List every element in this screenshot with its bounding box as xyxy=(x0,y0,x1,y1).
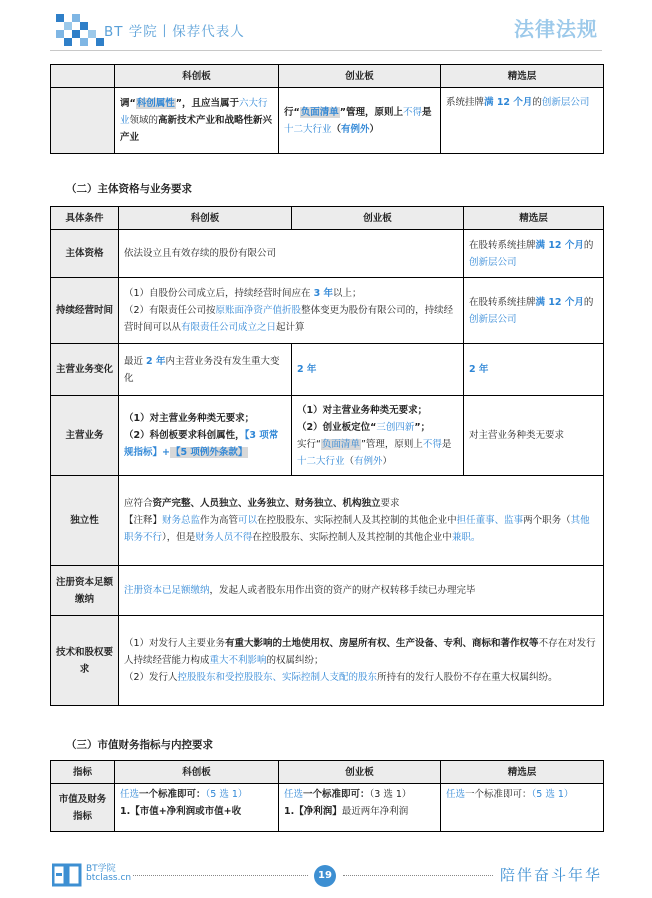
cell-jxc: 对主营业务种类无要求 xyxy=(464,396,604,476)
cell-merged: 注册资本已足额缴纳，发起人或者股东用作出资的资产的财产权转移手续已办理完毕 xyxy=(119,566,604,616)
table-header xyxy=(51,65,115,88)
row-label: 市值及财务指标 xyxy=(51,784,115,832)
table-header: 精选层 xyxy=(441,65,604,88)
footer-slogan: 陪伴奋斗年华 xyxy=(500,866,603,884)
cell-merged: 应符合资产完整、人员独立、业务独立、财务独立、机构独立要求 【注释】财务总监作为高管可以在控股股东、实际控制人及其控制的其他企业中担任董事、监事两个职务（其他职务不行），但是财务人员不得在控股股东、实际控制人及其控制的其他企业中兼职。 xyxy=(119,476,604,566)
row-label: 注册资本足额缴纳 xyxy=(51,566,119,616)
table-row xyxy=(51,784,604,832)
cell-cyb: 任选一个标准即可：（3 选 1） 1.【净利润】最近两年净利润 xyxy=(279,784,441,832)
section-title: （三）市值财务指标与内控要求 xyxy=(66,739,213,751)
brand-title: BT 学院丨保荐代表人 xyxy=(104,24,245,40)
table-header: 指标 xyxy=(51,761,115,784)
cell-kcb: 最近 2 年内主营业务没有发生重大变化 xyxy=(119,344,292,396)
row-label: 技术和股权要求 xyxy=(51,616,119,706)
table-row xyxy=(51,476,604,566)
table-header: 创业板 xyxy=(292,207,464,230)
cell-kcb: 调“科创属性”，且应当属于六大行业领域的高新技术产业和战略性新兴产业 xyxy=(115,88,279,154)
footer-divider xyxy=(343,875,493,876)
table-row xyxy=(51,616,604,706)
topic-title: 法律法规 xyxy=(514,17,598,41)
table-header: 科创板 xyxy=(119,207,292,230)
table-header: 创业板 xyxy=(279,761,441,784)
table-header: 创业板 xyxy=(279,65,441,88)
row-label: 独立性 xyxy=(51,476,119,566)
page-header xyxy=(0,0,652,50)
table-header: 具体条件 xyxy=(51,207,119,230)
footer-url: btclass.cn xyxy=(86,873,132,883)
cell-kcb: 任选一个标准即可：（5 选 1） 1.【市值+净利润或市值+收 xyxy=(115,784,279,832)
row-label: 主体资格 xyxy=(51,230,119,278)
table-header: 科创板 xyxy=(115,761,279,784)
cell-jxc: 在股转系统挂牌满 12 个月的创新层公司 xyxy=(464,230,604,278)
table-row xyxy=(51,344,604,396)
cell-kcb: （1）对主营业务种类无要求； （2）科创板要求科创属性，【3 项常规指标】+【5 项例外条款】 xyxy=(119,396,292,476)
cell-jxc: 2 年 xyxy=(464,344,604,396)
row-label: 主营业务变化 xyxy=(51,344,119,396)
table-financial-indicators xyxy=(50,760,604,832)
cell-merged: （1）自股份公司成立后，持续经营时间应在 3 年以上； （2）有限责任公司按原账面净资产值折股整体变更为股份有限公司的，持续经营时间可以从有限责任公司成立之日起计算 xyxy=(119,278,464,344)
footer-divider xyxy=(133,875,308,876)
table-header: 科创板 xyxy=(115,65,279,88)
section-title: （二）主体资格与业务要求 xyxy=(66,183,192,195)
table-row xyxy=(51,566,604,616)
table-row xyxy=(51,230,604,278)
footer-brand: BT学院 xyxy=(86,864,116,874)
empty-label-cell xyxy=(51,88,115,154)
cell-merged: 依法设立且有效存续的股份有限公司 xyxy=(119,230,464,278)
table-row xyxy=(51,396,604,476)
cell-cyb: 行“负面清单”管理，原则上不得是十二大行业（有例外） xyxy=(279,88,441,154)
cell-jxc: 任选一个标准即可：（5 选 1） xyxy=(441,784,604,832)
cell-cyb: （1）对主营业务种类无要求； （2）创业板定位“三创四新”； 实行“负面清单”管理，原则上不得是十二大行业（有例外） xyxy=(292,396,464,476)
row-label: 主营业务 xyxy=(51,396,119,476)
cell-jxc: 系统挂牌满 12 个月的创新层公司 xyxy=(441,88,604,154)
header-divider xyxy=(50,50,602,51)
cell-jxc: 在股转系统挂牌满 12 个月的创新层公司 xyxy=(464,278,604,344)
cell-cyb: 2 年 xyxy=(292,344,464,396)
table-row xyxy=(51,278,604,344)
page-footer xyxy=(0,855,652,898)
row-label: 持续经营时间 xyxy=(51,278,119,344)
cell-merged: （1）对发行人主要业务有重大影响的土地使用权、房屋所有权、生产设备、专利、商标和著作权等不存在对发行人持续经营能力构成重大不利影响的权属纠纷； （2）发行人控股股东和受控股股东、实际控制人支配的股东所持有的发行人股份不存在重大权属纠纷。 xyxy=(119,616,604,706)
table-row xyxy=(51,88,604,154)
table-header: 精选层 xyxy=(441,761,604,784)
bt-logo-icon xyxy=(52,863,82,887)
table-header: 精选层 xyxy=(464,207,604,230)
table-listing-positioning xyxy=(50,64,604,154)
page-number: 19 xyxy=(314,865,336,887)
table-subject-qualification xyxy=(50,206,604,706)
